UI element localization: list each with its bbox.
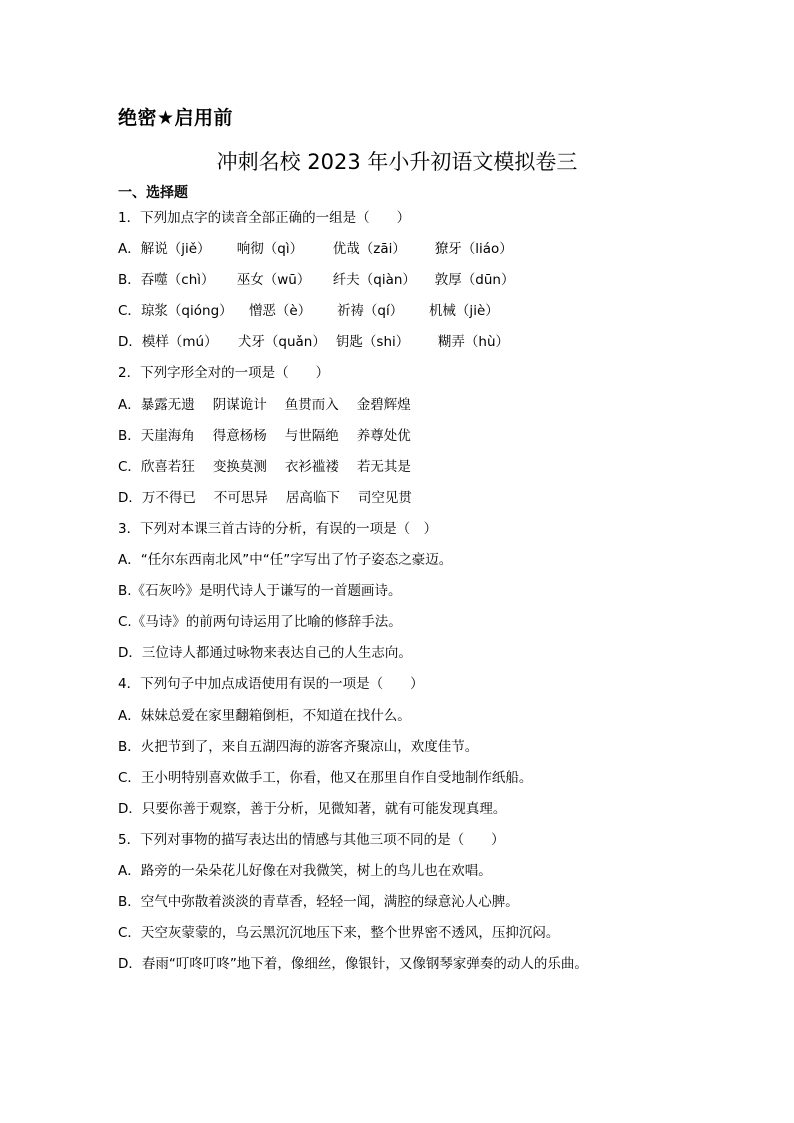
q1-option-a <box>118 234 698 265</box>
option-item: 祈祷（qí） <box>336 303 404 320</box>
option-key: C． <box>118 303 141 320</box>
option-item: 钥匙（shi） <box>335 334 410 351</box>
q3-option-d: D．三位诗人都通过咏物来表达自己的人生志向。 <box>118 645 412 662</box>
q3-option-a: A．“任尔东西南北风”中“任”字写出了竹子姿态之豪迈。 <box>118 552 453 569</box>
q1-option-c <box>118 296 698 327</box>
option-item: 司空见贯 <box>357 489 412 506</box>
q3-option-c: C.《马诗》的前两句诗运用了比喻的修辞手法。 <box>118 614 402 631</box>
secret-label: 绝密★启用前 <box>118 107 234 129</box>
option-item: 若无其是 <box>356 458 411 475</box>
q1-option-d <box>118 327 698 358</box>
q4-option-d: D．只要你善于观察，善于分析，见微知著，就有可能发现真理。 <box>118 800 507 817</box>
option-item: 纤夫（qiàn） <box>332 272 416 289</box>
option-item: 獠牙（liáo） <box>434 241 513 258</box>
q4-option-c: C．王小明特别喜欢做手工，你看，他又在那里自作自受地制作纸船。 <box>118 769 533 786</box>
option-item: 模样（mú） <box>141 334 218 351</box>
option-key: C． <box>118 458 141 475</box>
question-2-stem: 2．下列字形全对的一项是（ ） <box>118 365 330 382</box>
option-item: 糊弄（hù） <box>437 334 510 351</box>
section-heading: 一、选择题 <box>118 185 188 201</box>
option-item: 憎恶（è） <box>248 303 312 320</box>
option-item: 不可思异 <box>213 489 268 506</box>
option-item: 犬牙（quǎn） <box>237 334 326 351</box>
option-item: 衣衫褴褛 <box>284 458 339 475</box>
q5-option-d: D．春雨“叮咚叮咚”地下着，像细丝，像银针，又像钢琴家弹奏的动人的乐曲。 <box>118 956 588 973</box>
option-item: 天崖海角 <box>140 427 195 444</box>
q1-option-b <box>118 265 698 296</box>
option-item: 解说（jiě） <box>140 241 211 258</box>
q2-option-d <box>118 483 698 514</box>
q3-option-b: B.《石灰吟》是明代诗人于谦写的一首题画诗。 <box>118 583 402 600</box>
page-title: 冲刺名校 2023 年小升初语文模拟卷三 <box>216 150 578 174</box>
option-item: 鱼贯而入 <box>284 396 339 413</box>
questions <box>118 203 698 980</box>
option-item: 巫女（wū） <box>236 272 311 289</box>
q4-option-a: A．妹妹总爱在家里翻箱倒柜，不知道在找什么。 <box>118 707 411 724</box>
q2-option-c <box>118 452 698 483</box>
option-item: 优哉（zāi） <box>332 241 406 258</box>
option-item: 吞噬（chì） <box>140 272 215 289</box>
option-item: 与世隔绝 <box>284 427 339 444</box>
option-item: 养尊处优 <box>356 427 411 444</box>
option-item: 琼浆（qióng） <box>140 303 233 320</box>
option-item: 响彻（qì） <box>236 241 304 258</box>
q2-option-b <box>118 421 698 452</box>
option-key: B． <box>118 272 141 289</box>
option-item: 得意杨杨 <box>212 427 267 444</box>
question-4-stem: 4．下列句子中加点成语使用有误的一项是（ ） <box>118 676 424 693</box>
option-key: D． <box>118 489 142 506</box>
option-item: 变换莫测 <box>212 458 267 475</box>
option-item: 金碧辉煌 <box>356 396 411 413</box>
option-item: 欣喜若狂 <box>140 458 195 475</box>
q5-option-a: A．路旁的一朵朵花儿好像在对我微笑，树上的鸟儿也在欢唱。 <box>118 862 492 879</box>
question-5-stem: 5．下列对事物的描写表达出的情感与其他三项不同的是（ ） <box>118 831 505 848</box>
option-key: B． <box>118 427 141 444</box>
option-key: A． <box>118 241 141 258</box>
q5-option-b: B．空气中弥散着淡淡的青草香，轻轻一闻，满腔的绿意沁人心脾。 <box>118 894 519 911</box>
option-item: 万不得已 <box>141 489 196 506</box>
option-key: D． <box>118 334 142 351</box>
q4-option-b: B．火把节到了，来自五湖四海的游客齐聚凉山，欢度佳节。 <box>118 738 479 755</box>
option-key: A． <box>118 396 141 413</box>
option-item: 暴露无遗 <box>140 396 195 413</box>
question-3-stem: 3．下列对本课三首古诗的分析，有误的一项是（ ） <box>118 520 438 537</box>
question-1-stem: 1．下列加点字的读音全部正确的一组是（ ） <box>118 210 411 226</box>
option-item: 阴谋诡计 <box>212 396 267 413</box>
q5-option-c: C．天空灰蒙蒙的，乌云黑沉沉地压下来，整个世界密不透风，压抑沉闷。 <box>118 925 560 942</box>
option-item: 居高临下 <box>285 489 340 506</box>
q2-option-a <box>118 390 698 421</box>
option-item: 机械（jiè） <box>428 303 499 320</box>
option-item: 敦厚（dūn） <box>434 272 515 289</box>
